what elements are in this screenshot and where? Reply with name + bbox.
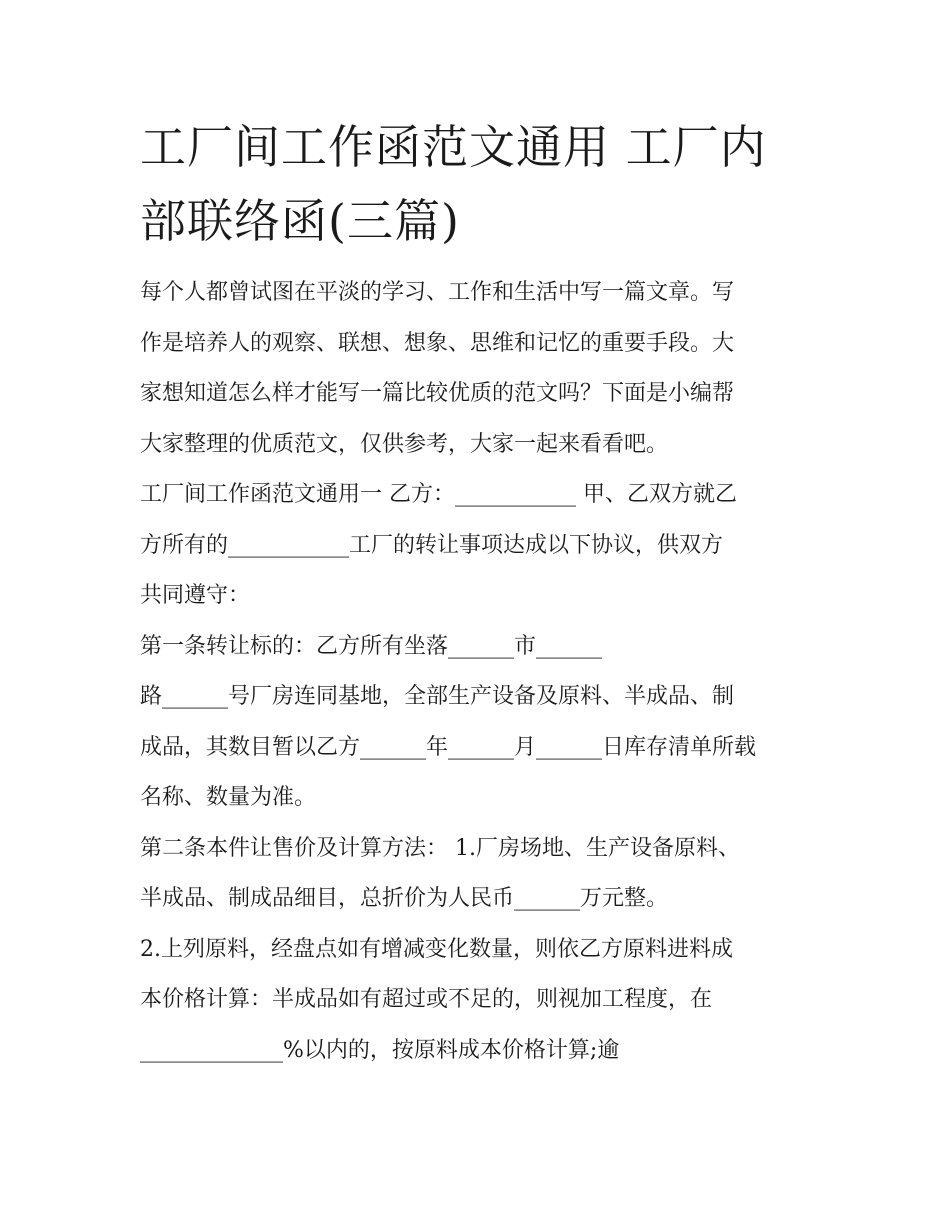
text-line: 工厂间工作函范文通用一 乙方：___________ 甲、乙双方就乙 [140, 482, 737, 507]
text-line: 第二条本件让售价及计算方法： 1.厂房场地、生产设备原料、 [140, 835, 740, 861]
text-line: 路______号厂房连同基地，全部生产设备及原料、半成品、制 [140, 684, 735, 709]
intro-paragraph [140, 268, 812, 470]
text-line: 方所有的___________工厂的转让事项达成以下协议，供双方 [140, 532, 724, 558]
text-line: 名称、数量为准。 [140, 785, 317, 810]
text-line: 本价格计算：半成品如有超过或不足的，则视加工程度，在 [140, 987, 713, 1012]
article-one-paragraph [140, 622, 812, 824]
title-line: 工厂间工作函范文通用 工厂内 [140, 120, 767, 174]
text-line: 作是培养人的观察、联想、想象、思维和记忆的重要手段。大 [140, 330, 735, 356]
text-line: 成品，其数目暂以乙方______年______月______日库存清单所载 [140, 734, 757, 760]
text-line: 共同遵守： [140, 583, 251, 608]
text-line: 半成品、制成品细目，总折价为人民币______万元整。 [140, 886, 669, 911]
text-line: 家想知道怎么样才能写一篇比较优质的范文吗？下面是小编帮 [140, 381, 735, 406]
text-line: _____________%以内的，按原料成本价格计算;逾 [140, 1037, 620, 1063]
text-line: 大家整理的优质范文，仅供参考，大家一起来看看吧。 [140, 431, 669, 457]
document-page [140, 110, 812, 1076]
title-line: 部联络函(三篇) [140, 194, 460, 248]
text-line: 第一条转让标的：乙方所有坐落______市______ [140, 633, 603, 659]
text-line: 每个人都曾试图在平淡的学习、工作和生活中写一篇文章。写 [140, 280, 735, 305]
article-two-paragraph [140, 824, 812, 925]
document-title [140, 110, 812, 258]
item-two-paragraph [140, 925, 812, 1077]
section-one-paragraph [140, 470, 812, 622]
text-line: 2.上列原料，经盘点如有增减变化数量，则依乙方原料进料成 [140, 936, 733, 962]
